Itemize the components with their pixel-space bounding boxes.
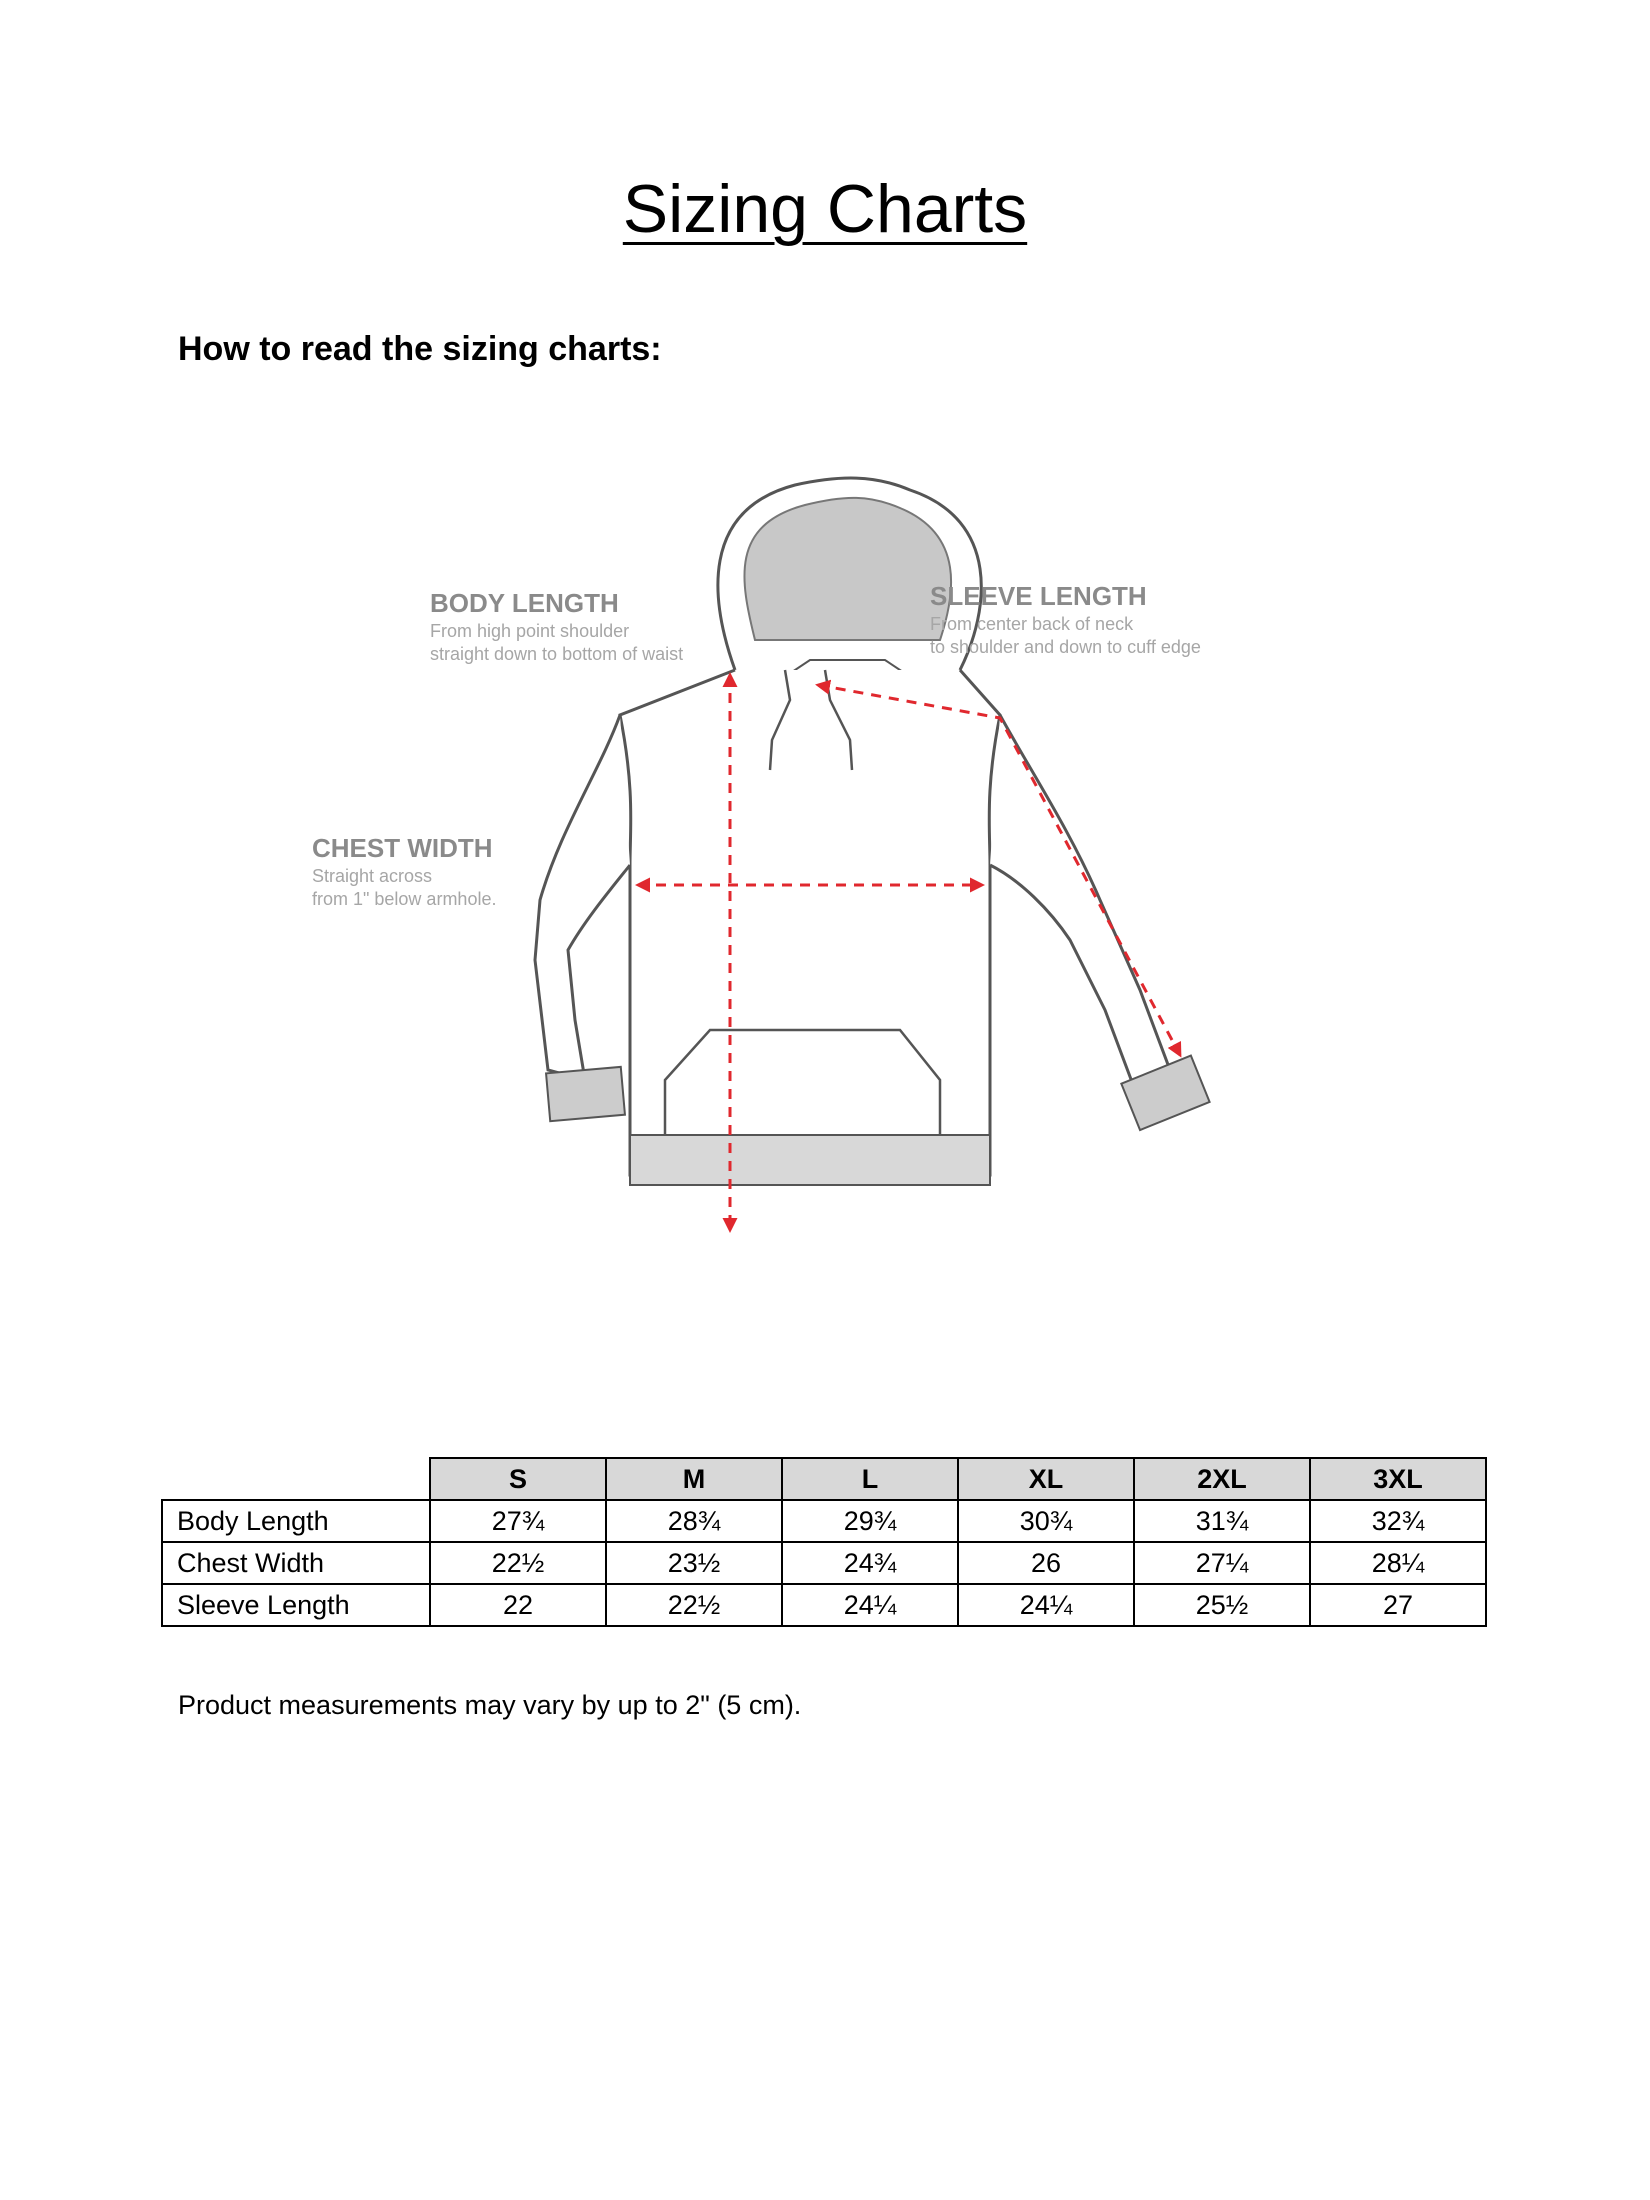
chest-width-desc-1: Straight across	[312, 866, 433, 886]
table-cell: 22½	[430, 1542, 606, 1584]
hood-inner	[744, 498, 951, 640]
size-header-s: S	[430, 1458, 606, 1500]
table-cell: 27¼	[1134, 1542, 1310, 1584]
table-cell: 24¾	[782, 1542, 958, 1584]
table-cell: 28¼	[1310, 1542, 1486, 1584]
table-cell: 31¾	[1134, 1500, 1310, 1542]
section-heading: How to read the sizing charts:	[178, 330, 662, 368]
table-row-sleeve-length	[162, 1584, 1486, 1626]
size-header-2xl: 2XL	[1134, 1458, 1310, 1500]
waistband	[630, 1135, 990, 1185]
size-header-3xl: 3XL	[1310, 1458, 1486, 1500]
table-cell: 28¾	[606, 1500, 782, 1542]
measurement-footnote: Product measurements may vary by up to 2" (5 cm).	[178, 1690, 802, 1720]
table-cell: 25½	[1134, 1584, 1310, 1626]
chest-width-label: CHEST WIDTH	[312, 833, 493, 863]
table-cell: 23½	[606, 1542, 782, 1584]
row-label: Chest Width	[162, 1542, 430, 1584]
sleeve-length-desc-2: to shoulder and down to cuff edge	[930, 637, 1201, 657]
table-cell: 27	[1310, 1584, 1486, 1626]
size-header-m: M	[606, 1458, 782, 1500]
body-length-desc-1: From high point shoulder	[430, 621, 630, 641]
size-header-row	[162, 1458, 1486, 1500]
sleeve-length-desc-1: From center back of neck	[930, 614, 1134, 634]
left-cuff	[546, 1067, 625, 1121]
size-chart-table	[161, 1457, 1487, 1627]
table-cell: 26	[958, 1542, 1134, 1584]
size-header-l: L	[782, 1458, 958, 1500]
table-cell: 27¾	[430, 1500, 606, 1542]
table-cell: 30¾	[958, 1500, 1134, 1542]
hoodie-body-outline	[620, 670, 1000, 1175]
table-corner-cell	[162, 1458, 430, 1500]
row-label: Body Length	[162, 1500, 430, 1542]
sleeve-length-label: SLEEVE LENGTH	[930, 581, 1147, 611]
body-length-label: BODY LENGTH	[430, 588, 619, 618]
right-sleeve	[990, 715, 1170, 1090]
body-length-desc-2: straight down to bottom of waist	[430, 644, 684, 664]
table-cell: 24¼	[782, 1584, 958, 1626]
row-label: Sleeve Length	[162, 1584, 430, 1626]
table-cell: 24¼	[958, 1584, 1134, 1626]
table-row-chest-width	[162, 1542, 1486, 1584]
table-cell: 29¾	[782, 1500, 958, 1542]
table-cell: 32¾	[1310, 1500, 1486, 1542]
table-row-body-length	[162, 1500, 1486, 1542]
table-cell: 22	[430, 1584, 606, 1626]
left-sleeve	[535, 715, 630, 1080]
table-cell: 22½	[606, 1584, 782, 1626]
chest-width-desc-2: from 1" below armhole.	[312, 889, 497, 909]
size-header-xl: XL	[958, 1458, 1134, 1500]
hoodie-measurement-diagram	[300, 470, 1250, 1250]
page-title: Sizing Charts	[622, 171, 1028, 247]
